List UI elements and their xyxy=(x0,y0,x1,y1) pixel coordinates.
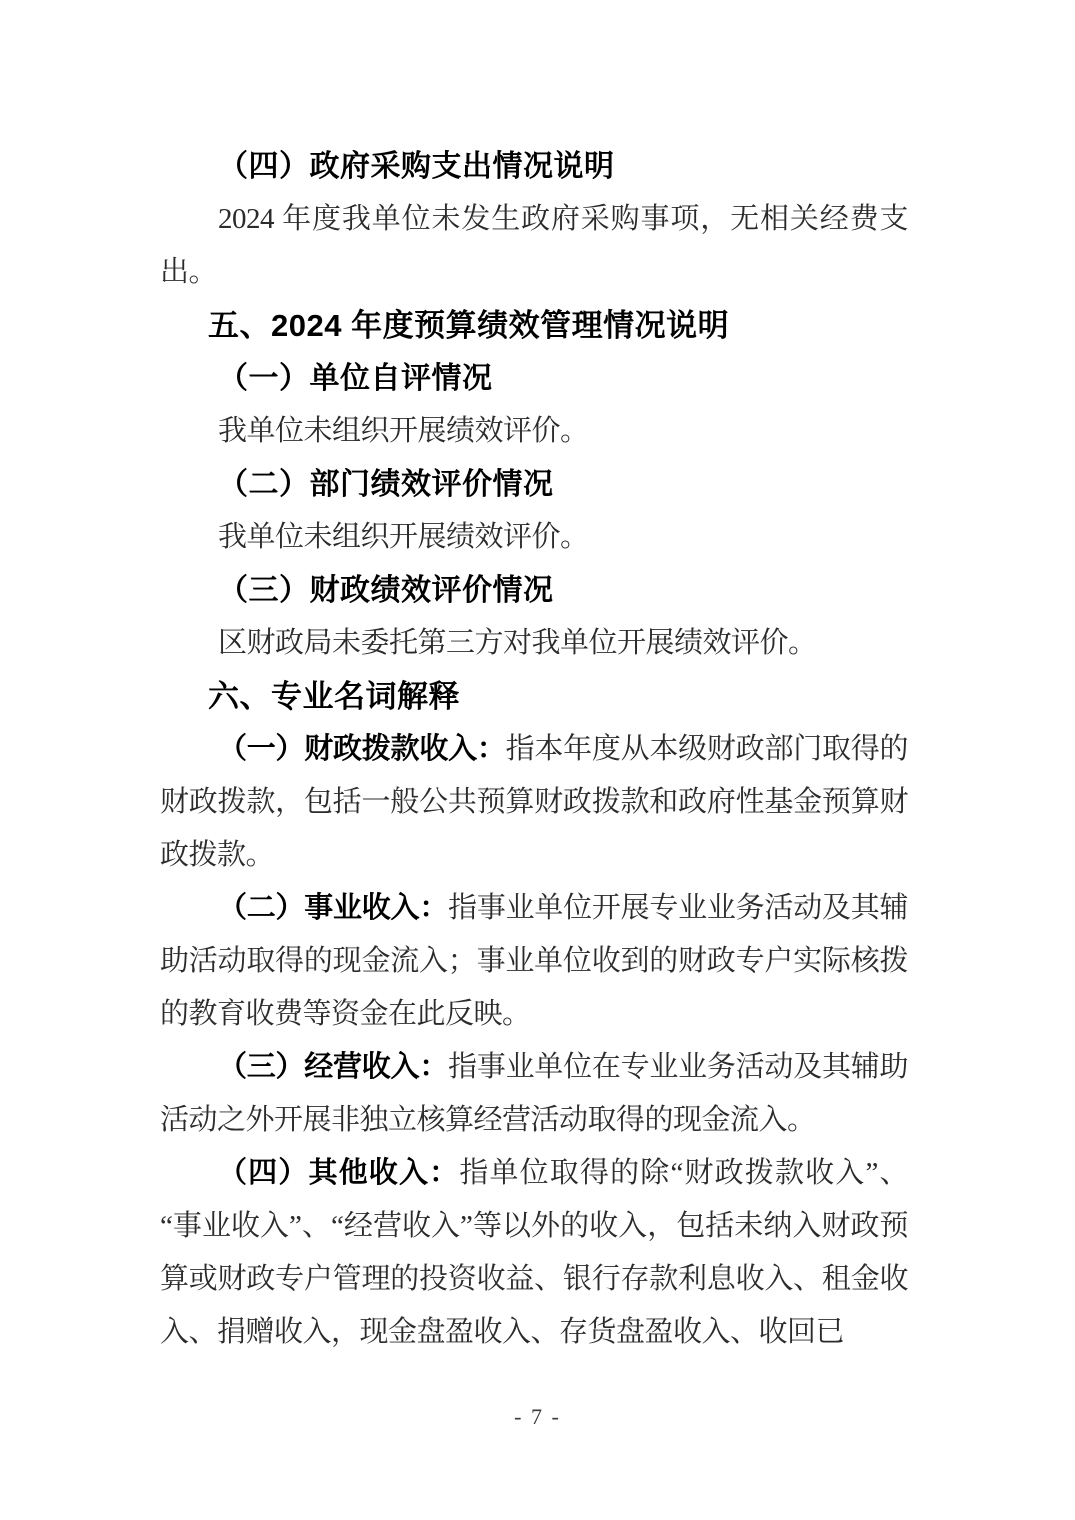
paragraph-fiscal-evaluation: 区财政局未委托第三方对我单位开展绩效评价。 xyxy=(218,627,817,659)
paragraph-department-evaluation: 我单位未组织开展绩效评价。 xyxy=(218,521,589,553)
term-operating-income-institutional xyxy=(160,882,908,1041)
term-label-institutional-income: （二）事业收入： xyxy=(218,892,449,924)
term-definition-fiscal-appropriation-income: 指本年度从本级财政部门取得的财政拨款，包括一般公共预算财政拨款和政府性基金预算财政拨款。 xyxy=(160,733,908,871)
heading-fiscal-evaluation: （三）财政绩效评价情况 xyxy=(218,574,554,607)
term-fiscal-appropriation-income xyxy=(160,723,908,882)
term-definition-business-income: 指事业单位在专业业务活动及其辅助活动之外开展非独立核算经营活动取得的现金流入。 xyxy=(160,1051,908,1136)
page-number: - 7 - xyxy=(514,1404,561,1429)
term-label-fiscal-appropriation-income: （一）财政拨款收入： xyxy=(218,733,506,765)
heading-section6-glossary: 六、专业名词解释 xyxy=(208,679,460,714)
term-business-income xyxy=(160,1041,908,1147)
term-definition-other-income: 指单位取得的除“财政拨款收入”、“事业收入”、“经营收入”等以外的收入，包括未纳入财政预算或财政专户管理的投资收益、银行存款利息收入、租金收入、捐赠收入，现金盘盈收入、存货盘盈收入、收回已 xyxy=(160,1157,908,1348)
document-content xyxy=(160,140,908,1359)
heading-department-evaluation: （二）部门绩效评价情况 xyxy=(218,468,554,501)
term-label-business-income: （三）经营收入： xyxy=(218,1051,449,1083)
paragraph-self-evaluation: 我单位未组织开展绩效评价。 xyxy=(218,415,589,447)
heading-section5-performance: 五、2024 年度预算绩效管理情况说明 xyxy=(208,308,730,343)
heading-gov-procurement: （四）政府采购支出情况说明 xyxy=(218,150,615,183)
page-footer xyxy=(0,1402,1075,1432)
term-definition-institutional-income: 指事业单位开展专业业务活动及其辅助活动取得的现金流入；事业单位收到的财政专户实际核拨的教育收费等资金在此反映。 xyxy=(160,892,908,1030)
term-label-other-income: （四）其他收入： xyxy=(218,1157,460,1189)
term-other-income xyxy=(160,1147,908,1359)
heading-self-evaluation: （一）单位自评情况 xyxy=(218,362,493,395)
paragraph-gov-procurement: 2024 年度我单位未发生政府采购事项，无相关经费支出。 xyxy=(160,203,908,288)
